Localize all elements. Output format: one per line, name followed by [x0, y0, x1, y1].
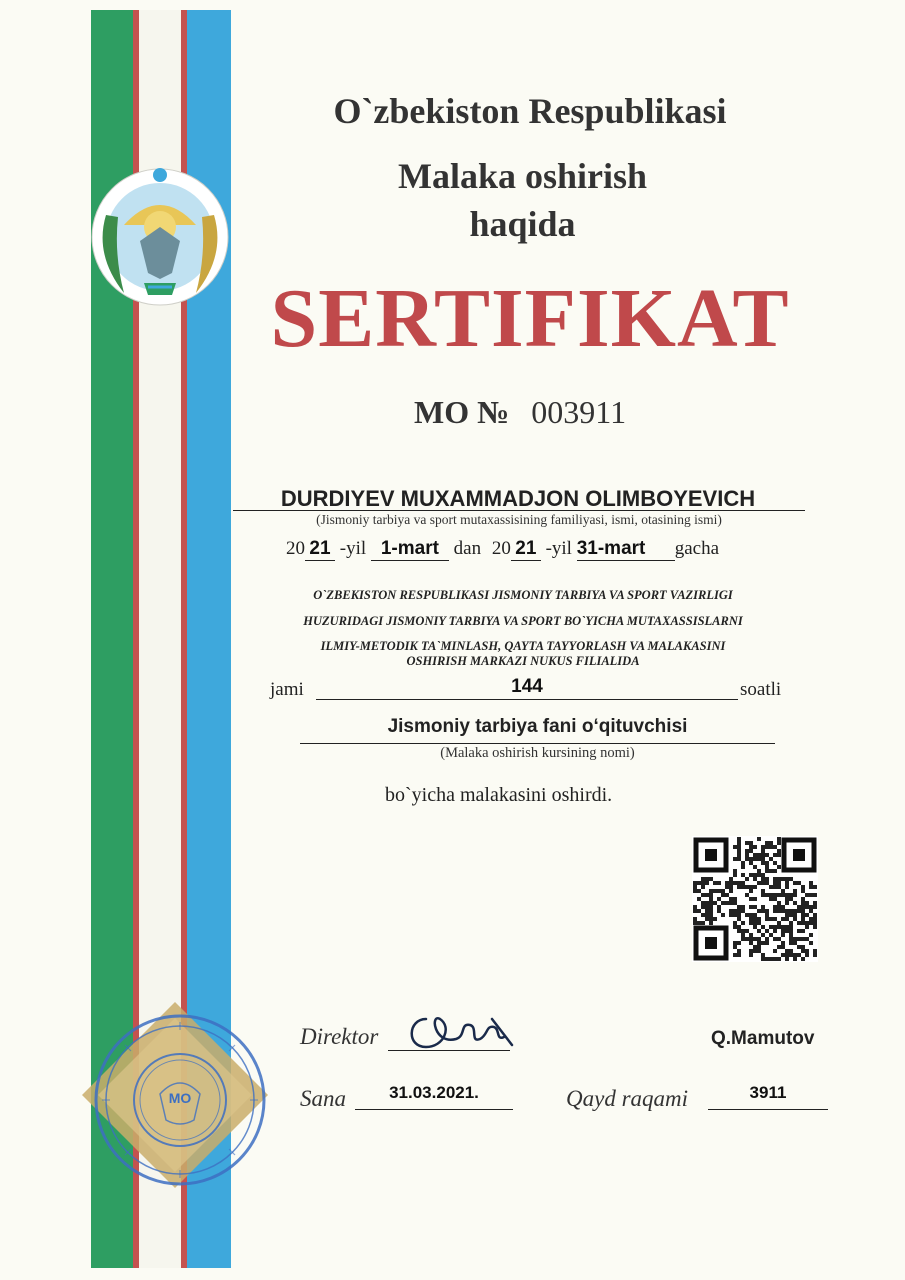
period-end-date: 31-mart [577, 538, 675, 561]
coat-of-arms-emblem [84, 155, 236, 313]
registration-label: Qayd raqami [566, 1086, 689, 1111]
period-yil-1: -yil [339, 538, 367, 559]
recipient-caption: (Jismoniy tarbiya va sport mutaxassisining familiyasi, ismi, otasining ismi) [316, 512, 722, 527]
director-label: Direktor [300, 1024, 379, 1049]
period-gacha: gacha [674, 538, 720, 559]
director-signature [400, 1005, 520, 1057]
completion-text: bo`yicha malakasini oshirdi. [385, 784, 613, 806]
director-name: Q.Mamutov [711, 1028, 815, 1049]
period-dan: dan [453, 538, 482, 559]
recipient-name-underline [233, 510, 805, 511]
number-value: 003911 [531, 394, 627, 430]
registration-underline [708, 1109, 828, 1110]
number-prefix: MO № [414, 394, 510, 430]
date-underline [355, 1109, 513, 1110]
certificate-title: SERTIFIKAT [270, 272, 790, 365]
period-year-2: 21 [511, 538, 541, 561]
hours-value: 144 [511, 676, 543, 697]
course-caption: (Malaka oshirish kursining nomi) [440, 745, 635, 761]
certificate-number [414, 394, 626, 431]
institution-line-2: HUZURIDAGI JISMONIY TARBIYA VA SPORT BO`YICHA MUTAXASSISLARNI [303, 614, 743, 628]
period-yil-2: -yil [545, 538, 572, 559]
institution-line-3: ILMIY-METODIK TA`MINLASH, QAYTA TAYYORLASH VA MALAKASINI [320, 639, 726, 653]
recipient-name: DURDIYEV MUXAMMADJON OLIMBOYEVICH [280, 486, 756, 511]
period-line [286, 538, 719, 561]
hours-prefix: jami [270, 679, 304, 700]
institution-line-1: O`ZBEKISTON RESPUBLIKASI JISMONIY TARBIYA VA SPORT VAZIRLIGI [313, 588, 733, 602]
course-name: Jismoniy tarbiya fani o‘qituvchisi [387, 716, 688, 737]
country-title: O`zbekiston Respublikasi [333, 91, 727, 131]
course-underline [300, 743, 775, 744]
subtitle-line2: haqida [469, 204, 576, 244]
qr-code [692, 836, 818, 962]
period-start-date: 1-mart [371, 538, 449, 561]
date-value: 31.03.2021. [389, 1083, 479, 1102]
registration-value: 3911 [749, 1083, 787, 1102]
subtitle-line1: Malaka oshirish [397, 156, 648, 196]
period-year-1: 21 [305, 538, 335, 561]
date-label: Sana [300, 1086, 346, 1111]
institution-line-4: OSHIRISH MARKAZI NUKUS FILIALIDA [406, 654, 640, 668]
period-prefix-1: 20 [286, 538, 305, 559]
period-prefix-2: 20 [491, 538, 511, 559]
hours-underline [316, 699, 738, 700]
stamp-center-text: MO [168, 1090, 192, 1106]
hours-suffix: soatli [740, 679, 782, 700]
